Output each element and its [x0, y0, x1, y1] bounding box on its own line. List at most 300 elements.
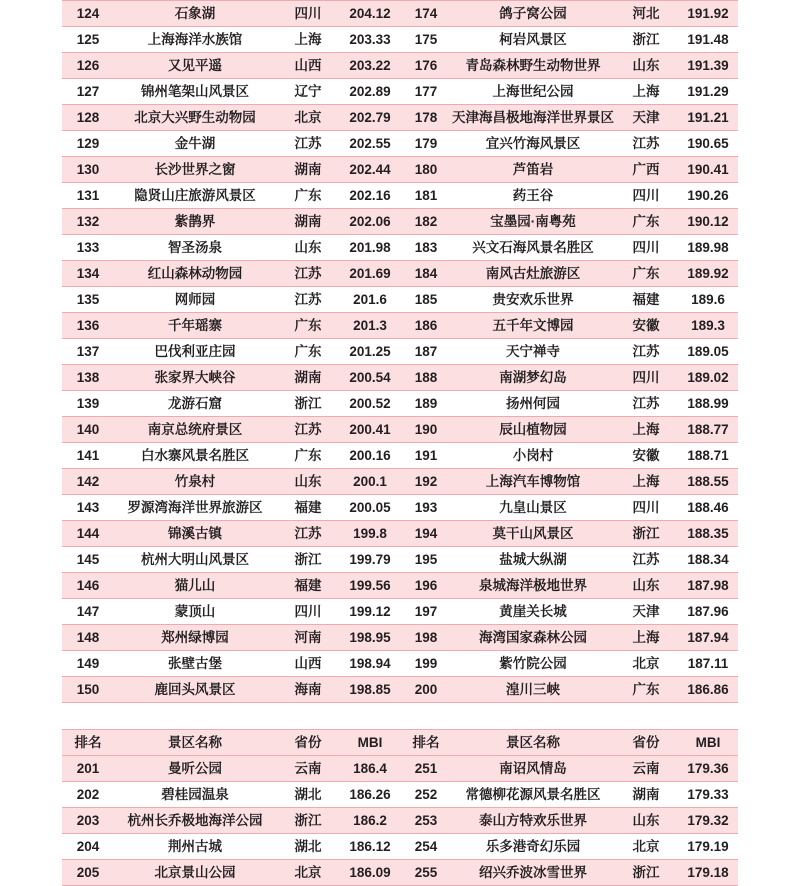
cell-province: 河南 — [276, 625, 340, 651]
cell-mbi: 203.33 — [340, 27, 400, 53]
table-row — [62, 235, 738, 261]
cell-rank: 134 — [62, 261, 114, 287]
table-row — [62, 27, 738, 53]
table-row — [62, 677, 738, 703]
table-row — [62, 808, 738, 834]
cell-mbi: 199.12 — [340, 599, 400, 625]
cell-mbi: 187.98 — [678, 573, 738, 599]
cell-province: 江苏 — [614, 131, 678, 157]
cell-province: 安徽 — [614, 443, 678, 469]
cell-rank: 203 — [62, 808, 114, 834]
cell-name: 碧桂园温泉 — [114, 782, 276, 808]
table-row — [62, 443, 738, 469]
cell-mbi: 202.44 — [340, 157, 400, 183]
cell-mbi: 202.55 — [340, 131, 400, 157]
cell-rank: 130 — [62, 157, 114, 183]
cell-province: 上海 — [614, 79, 678, 105]
cell-rank: 125 — [62, 27, 114, 53]
table-row — [62, 105, 738, 131]
cell-mbi: 188.35 — [678, 521, 738, 547]
cell-province: 山西 — [276, 651, 340, 677]
table-row — [62, 131, 738, 157]
cell-name: 杭州大明山风景区 — [114, 547, 276, 573]
cell-mbi: 188.77 — [678, 417, 738, 443]
cell-name: 九皇山景区 — [452, 495, 614, 521]
cell-province: 北京 — [614, 651, 678, 677]
cell-name: 红山森林动物园 — [114, 261, 276, 287]
cell-name: 天津海昌极地海洋世界景区 — [452, 105, 614, 131]
cell-rank: 145 — [62, 547, 114, 573]
cell-name: 绍兴乔波冰雪世界 — [452, 860, 614, 886]
cell-name: 小岗村 — [452, 443, 614, 469]
cell-name: 白水寨风景名胜区 — [114, 443, 276, 469]
table-row — [62, 157, 738, 183]
table-row — [62, 651, 738, 677]
cell-mbi: 186.2 — [340, 808, 400, 834]
cell-name: 郑州绿博园 — [114, 625, 276, 651]
cell-province: 江苏 — [276, 287, 340, 313]
cell-province: 湖北 — [276, 782, 340, 808]
cell-province: 上海 — [276, 27, 340, 53]
cell-mbi: 189.3 — [678, 313, 738, 339]
cell-rank: 136 — [62, 313, 114, 339]
cell-rank: 129 — [62, 131, 114, 157]
cell-name: 张壁古堡 — [114, 651, 276, 677]
cell-rank: 185 — [400, 287, 452, 313]
cell-rank: 202 — [62, 782, 114, 808]
cell-rank: 178 — [400, 105, 452, 131]
cell-rank: 179 — [400, 131, 452, 157]
cell-province: 广东 — [614, 677, 678, 703]
cell-name: 锦州笔架山风景区 — [114, 79, 276, 105]
cell-province: 江苏 — [276, 417, 340, 443]
cell-rank: 252 — [400, 782, 452, 808]
cell-mbi: 179.32 — [678, 808, 738, 834]
cell-rank: 126 — [62, 53, 114, 79]
cell-mbi: 201.69 — [340, 261, 400, 287]
cell-rank: 187 — [400, 339, 452, 365]
cell-rank: 189 — [400, 391, 452, 417]
cell-province: 四川 — [276, 599, 340, 625]
cell-name: 上海汽车博物馆 — [452, 469, 614, 495]
table-row — [62, 469, 738, 495]
cell-mbi: 188.71 — [678, 443, 738, 469]
cell-name: 莫干山风景区 — [452, 521, 614, 547]
cell-mbi: 189.92 — [678, 261, 738, 287]
cell-name: 乐多港奇幻乐园 — [452, 834, 614, 860]
cell-mbi: 188.34 — [678, 547, 738, 573]
cell-mbi: 201.98 — [340, 235, 400, 261]
cell-rank: 199 — [400, 651, 452, 677]
cell-rank: 188 — [400, 365, 452, 391]
cell-province: 浙江 — [276, 808, 340, 834]
table-row — [62, 495, 738, 521]
cell-province: 福建 — [276, 495, 340, 521]
cell-mbi: 188.99 — [678, 391, 738, 417]
table-row — [62, 53, 738, 79]
cell-mbi: 200.52 — [340, 391, 400, 417]
cell-name: 天宁禅寺 — [452, 339, 614, 365]
cell-province: 江苏 — [614, 339, 678, 365]
cell-mbi: 179.18 — [678, 860, 738, 886]
cell-mbi: 190.65 — [678, 131, 738, 157]
cell-name: 宜兴竹海风景区 — [452, 131, 614, 157]
cell-province: 山东 — [614, 573, 678, 599]
cell-name: 鸽子窝公园 — [452, 1, 614, 27]
cell-name: 罗源湾海洋世界旅游区 — [114, 495, 276, 521]
cell-mbi: 189.6 — [678, 287, 738, 313]
cell-mbi: 198.95 — [340, 625, 400, 651]
cell-rank: 251 — [400, 756, 452, 782]
cell-name: 巴伐利亚庄园 — [114, 339, 276, 365]
cell-province: 山西 — [276, 53, 340, 79]
cell-province: 云南 — [614, 756, 678, 782]
cell-province: 北京 — [614, 834, 678, 860]
header-mbi-right: MBI — [678, 730, 738, 756]
cell-name: 曼听公园 — [114, 756, 276, 782]
cell-name: 海湾国家森林公园 — [452, 625, 614, 651]
cell-mbi: 187.96 — [678, 599, 738, 625]
cell-rank: 196 — [400, 573, 452, 599]
cell-rank: 192 — [400, 469, 452, 495]
cell-province: 天津 — [614, 599, 678, 625]
cell-province: 天津 — [614, 105, 678, 131]
cell-name: 荆州古城 — [114, 834, 276, 860]
cell-mbi: 201.25 — [340, 339, 400, 365]
cell-province: 浙江 — [276, 547, 340, 573]
header-rank-left: 排名 — [62, 730, 114, 756]
cell-mbi: 201.3 — [340, 313, 400, 339]
cell-name: 张家界大峡谷 — [114, 365, 276, 391]
table-header-row — [62, 730, 738, 756]
cell-province: 北京 — [276, 105, 340, 131]
cell-name: 千年瑶寨 — [114, 313, 276, 339]
cell-rank: 146 — [62, 573, 114, 599]
cell-name: 紫鹊界 — [114, 209, 276, 235]
cell-province: 湖南 — [614, 782, 678, 808]
cell-mbi: 202.06 — [340, 209, 400, 235]
cell-province: 广东 — [276, 339, 340, 365]
cell-mbi: 200.54 — [340, 365, 400, 391]
table-gap — [62, 703, 738, 729]
cell-province: 福建 — [614, 287, 678, 313]
cell-rank: 148 — [62, 625, 114, 651]
table-row — [62, 287, 738, 313]
cell-province: 湖南 — [276, 209, 340, 235]
cell-name: 隐贤山庄旅游风景区 — [114, 183, 276, 209]
table-row — [62, 417, 738, 443]
cell-name: 南京总统府景区 — [114, 417, 276, 443]
cell-province: 山东 — [276, 469, 340, 495]
cell-name: 辰山植物园 — [452, 417, 614, 443]
cell-mbi: 189.05 — [678, 339, 738, 365]
table-row — [62, 79, 738, 105]
cell-mbi: 186.4 — [340, 756, 400, 782]
cell-name: 石象湖 — [114, 1, 276, 27]
cell-name: 龙游石窟 — [114, 391, 276, 417]
cell-rank: 143 — [62, 495, 114, 521]
cell-rank: 190 — [400, 417, 452, 443]
cell-name: 网师园 — [114, 287, 276, 313]
cell-province: 广东 — [614, 209, 678, 235]
cell-province: 福建 — [276, 573, 340, 599]
cell-mbi: 198.94 — [340, 651, 400, 677]
cell-rank: 137 — [62, 339, 114, 365]
cell-province: 海南 — [276, 677, 340, 703]
cell-name: 泰山方特欢乐世界 — [452, 808, 614, 834]
cell-name: 常德柳花源风景名胜区 — [452, 782, 614, 808]
header-rank-right: 排名 — [400, 730, 452, 756]
cell-rank: 180 — [400, 157, 452, 183]
cell-mbi: 191.92 — [678, 1, 738, 27]
cell-province: 江苏 — [614, 391, 678, 417]
table-row — [62, 547, 738, 573]
table-row — [62, 756, 738, 782]
cell-mbi: 187.94 — [678, 625, 738, 651]
cell-rank: 186 — [400, 313, 452, 339]
cell-province: 广东 — [276, 313, 340, 339]
cell-name: 猫儿山 — [114, 573, 276, 599]
cell-name: 泉城海洋极地世界 — [452, 573, 614, 599]
cell-mbi: 190.26 — [678, 183, 738, 209]
cell-province: 四川 — [614, 183, 678, 209]
cell-mbi: 199.79 — [340, 547, 400, 573]
cell-name: 黄崖关长城 — [452, 599, 614, 625]
cell-province: 四川 — [614, 365, 678, 391]
cell-mbi: 189.98 — [678, 235, 738, 261]
cell-name: 杭州长乔极地海洋公园 — [114, 808, 276, 834]
cell-province: 广东 — [614, 261, 678, 287]
cell-name: 柯岩风景区 — [452, 27, 614, 53]
cell-mbi: 186.12 — [340, 834, 400, 860]
table-row — [62, 521, 738, 547]
cell-province: 江苏 — [276, 131, 340, 157]
table-row — [62, 261, 738, 287]
cell-name: 鹿回头风景区 — [114, 677, 276, 703]
cell-rank: 197 — [400, 599, 452, 625]
cell-mbi: 188.46 — [678, 495, 738, 521]
cell-mbi: 201.6 — [340, 287, 400, 313]
cell-name: 盐城大纵湖 — [452, 547, 614, 573]
cell-province: 四川 — [276, 1, 340, 27]
cell-province: 山东 — [276, 235, 340, 261]
cell-rank: 193 — [400, 495, 452, 521]
cell-province: 上海 — [614, 469, 678, 495]
cell-province: 广东 — [276, 443, 340, 469]
cell-rank: 124 — [62, 1, 114, 27]
cell-province: 湖北 — [276, 834, 340, 860]
cell-province: 安徽 — [614, 313, 678, 339]
cell-name: 北京景山公园 — [114, 860, 276, 886]
cell-province: 江苏 — [276, 261, 340, 287]
cell-rank: 176 — [400, 53, 452, 79]
table-row — [62, 834, 738, 860]
cell-name: 长沙世界之窗 — [114, 157, 276, 183]
cell-rank: 253 — [400, 808, 452, 834]
cell-mbi: 200.41 — [340, 417, 400, 443]
cell-rank: 201 — [62, 756, 114, 782]
header-mbi-left: MBI — [340, 730, 400, 756]
cell-rank: 175 — [400, 27, 452, 53]
cell-rank: 255 — [400, 860, 452, 886]
cell-province: 浙江 — [276, 391, 340, 417]
cell-mbi: 189.02 — [678, 365, 738, 391]
cell-province: 北京 — [276, 860, 340, 886]
cell-rank: 142 — [62, 469, 114, 495]
cell-province: 浙江 — [614, 521, 678, 547]
cell-name: 湟川三峡 — [452, 677, 614, 703]
cell-name: 智圣汤泉 — [114, 235, 276, 261]
cell-mbi: 191.48 — [678, 27, 738, 53]
cell-province: 四川 — [614, 235, 678, 261]
cell-province: 河北 — [614, 1, 678, 27]
cell-name: 蒙顶山 — [114, 599, 276, 625]
header-province-left: 省份 — [276, 730, 340, 756]
cell-name: 兴文石海风景名胜区 — [452, 235, 614, 261]
table-row — [62, 339, 738, 365]
cell-mbi: 204.12 — [340, 1, 400, 27]
cell-mbi: 190.12 — [678, 209, 738, 235]
cell-mbi: 200.1 — [340, 469, 400, 495]
cell-province: 江苏 — [276, 521, 340, 547]
cell-province: 湖南 — [276, 365, 340, 391]
table-row — [62, 365, 738, 391]
table-row — [62, 183, 738, 209]
cell-province: 上海 — [614, 625, 678, 651]
cell-rank: 138 — [62, 365, 114, 391]
cell-rank: 200 — [400, 677, 452, 703]
header-province-right: 省份 — [614, 730, 678, 756]
cell-province: 山东 — [614, 53, 678, 79]
cell-province: 广西 — [614, 157, 678, 183]
header-name-right: 景区名称 — [452, 730, 614, 756]
cell-rank: 133 — [62, 235, 114, 261]
cell-rank: 135 — [62, 287, 114, 313]
cell-mbi: 203.22 — [340, 53, 400, 79]
cell-mbi: 202.79 — [340, 105, 400, 131]
cell-name: 金牛湖 — [114, 131, 276, 157]
cell-mbi: 191.21 — [678, 105, 738, 131]
cell-rank: 204 — [62, 834, 114, 860]
cell-rank: 131 — [62, 183, 114, 209]
cell-mbi: 199.8 — [340, 521, 400, 547]
cell-rank: 141 — [62, 443, 114, 469]
table-row — [62, 625, 738, 651]
cell-mbi: 186.09 — [340, 860, 400, 886]
cell-mbi: 200.05 — [340, 495, 400, 521]
cell-name: 南诏风情岛 — [452, 756, 614, 782]
cell-rank: 195 — [400, 547, 452, 573]
cell-name: 竹泉村 — [114, 469, 276, 495]
cell-mbi: 188.55 — [678, 469, 738, 495]
cell-name: 上海世纪公园 — [452, 79, 614, 105]
cell-name: 药王谷 — [452, 183, 614, 209]
table-row — [62, 1, 738, 27]
table-row — [62, 313, 738, 339]
cell-rank: 139 — [62, 391, 114, 417]
cell-province: 广东 — [276, 183, 340, 209]
cell-name: 宝墨园·南粤苑 — [452, 209, 614, 235]
cell-mbi: 198.85 — [340, 677, 400, 703]
cell-mbi: 199.56 — [340, 573, 400, 599]
cell-mbi: 186.86 — [678, 677, 738, 703]
cell-mbi: 179.19 — [678, 834, 738, 860]
cell-rank: 140 — [62, 417, 114, 443]
cell-mbi: 202.16 — [340, 183, 400, 209]
table-row — [62, 599, 738, 625]
cell-province: 山东 — [614, 808, 678, 834]
ranking-table-1 — [62, 0, 738, 703]
cell-province: 江苏 — [614, 547, 678, 573]
cell-name: 南风古灶旅游区 — [452, 261, 614, 287]
cell-province: 浙江 — [614, 860, 678, 886]
cell-province: 云南 — [276, 756, 340, 782]
table-row — [62, 209, 738, 235]
cell-name: 紫竹院公园 — [452, 651, 614, 677]
cell-name: 五千年文博园 — [452, 313, 614, 339]
cell-mbi: 187.11 — [678, 651, 738, 677]
cell-name: 贵安欢乐世界 — [452, 287, 614, 313]
cell-rank: 147 — [62, 599, 114, 625]
cell-name: 芦笛岩 — [452, 157, 614, 183]
cell-province: 浙江 — [614, 27, 678, 53]
cell-mbi: 202.89 — [340, 79, 400, 105]
cell-rank: 254 — [400, 834, 452, 860]
cell-province: 四川 — [614, 495, 678, 521]
cell-rank: 144 — [62, 521, 114, 547]
cell-rank: 198 — [400, 625, 452, 651]
cell-rank: 205 — [62, 860, 114, 886]
cell-name: 南湖梦幻岛 — [452, 365, 614, 391]
cell-rank: 174 — [400, 1, 452, 27]
cell-mbi: 191.39 — [678, 53, 738, 79]
cell-mbi: 190.41 — [678, 157, 738, 183]
cell-mbi: 179.36 — [678, 756, 738, 782]
cell-province: 湖南 — [276, 157, 340, 183]
cell-rank: 177 — [400, 79, 452, 105]
cell-rank: 184 — [400, 261, 452, 287]
cell-mbi: 186.26 — [340, 782, 400, 808]
cell-mbi: 191.29 — [678, 79, 738, 105]
table-row — [62, 860, 738, 886]
cell-rank: 149 — [62, 651, 114, 677]
cell-rank: 183 — [400, 235, 452, 261]
cell-province: 辽宁 — [276, 79, 340, 105]
cell-name: 又见平遥 — [114, 53, 276, 79]
cell-name: 青岛森林野生动物世界 — [452, 53, 614, 79]
cell-rank: 132 — [62, 209, 114, 235]
table-row — [62, 782, 738, 808]
cell-mbi: 179.33 — [678, 782, 738, 808]
cell-name: 锦溪古镇 — [114, 521, 276, 547]
cell-rank: 194 — [400, 521, 452, 547]
cell-rank: 191 — [400, 443, 452, 469]
ranking-table-2 — [62, 729, 738, 886]
cell-rank: 128 — [62, 105, 114, 131]
table-row — [62, 391, 738, 417]
cell-name: 扬州何园 — [452, 391, 614, 417]
cell-rank: 127 — [62, 79, 114, 105]
cell-province: 上海 — [614, 417, 678, 443]
header-name-left: 景区名称 — [114, 730, 276, 756]
cell-name: 北京大兴野生动物园 — [114, 105, 276, 131]
cell-name: 上海海洋水族馆 — [114, 27, 276, 53]
cell-rank: 182 — [400, 209, 452, 235]
cell-rank: 150 — [62, 677, 114, 703]
cell-rank: 181 — [400, 183, 452, 209]
cell-mbi: 200.16 — [340, 443, 400, 469]
table-row — [62, 573, 738, 599]
